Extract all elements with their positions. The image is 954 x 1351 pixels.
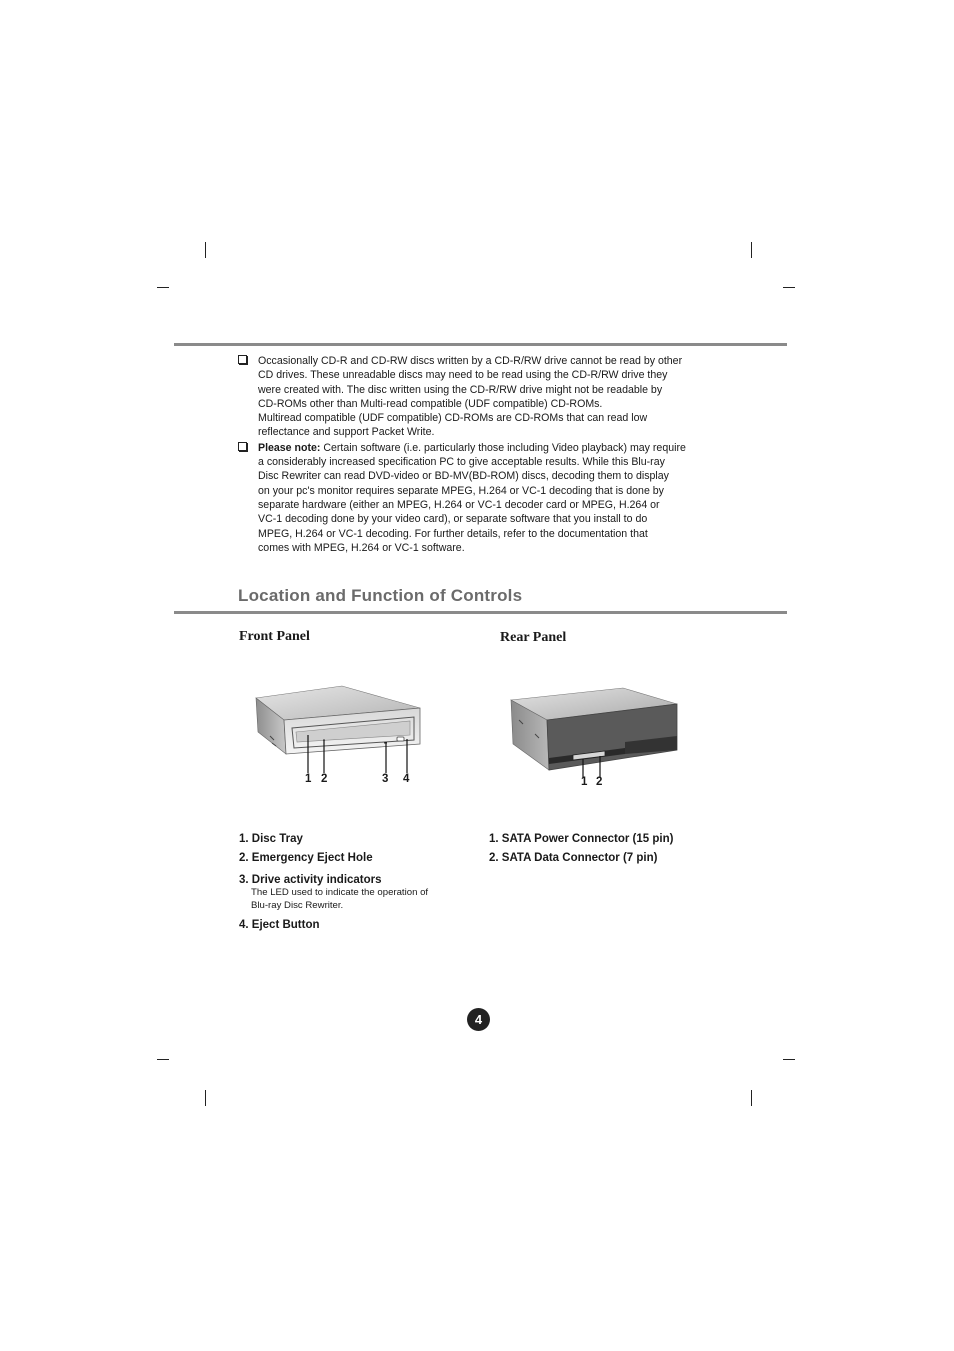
page-number: 4 — [467, 1008, 490, 1031]
crop-mark — [783, 287, 795, 288]
list-item-description — [239, 887, 469, 912]
note-line: reflectance and support Packet Write. — [258, 426, 435, 439]
front-panel-list — [239, 833, 469, 938]
note-line: Occasionally CD-R and CD-RW discs written by a CD-R/RW drive cannot be read by other — [258, 355, 683, 367]
rear-callout-1: 1 — [581, 776, 588, 788]
front-panel-title: Front Panel — [239, 629, 310, 644]
note-line — [258, 441, 728, 455]
description-line: The LED used to indicate the operation of — [251, 887, 429, 898]
note-line: a considerably increased specification PC to give acceptable results. While this Blu-ray — [258, 456, 665, 469]
rear-panel-list — [489, 833, 729, 871]
section-rule — [174, 611, 787, 614]
list-item-label: 1. Disc Tray — [239, 833, 303, 845]
front-panel-drive-illustration — [250, 680, 430, 775]
list-item — [489, 852, 729, 864]
note-first-line: Certain software (i.e. particularly those including Video playback) may require — [320, 441, 686, 454]
list-item — [489, 833, 729, 845]
rear-panel-drive-illustration — [505, 682, 685, 782]
note-line: Multiread compatible (UDF compatible) CD-ROMs are CD-ROMs that can read low — [258, 412, 648, 425]
section-title: Location and Function of Controls — [238, 586, 523, 605]
list-item-label: 1. SATA Power Connector (15 pin) — [489, 833, 674, 845]
crop-mark — [205, 242, 206, 258]
top-rule — [174, 343, 787, 346]
list-item-label: 2. Emergency Eject Hole — [239, 852, 373, 864]
list-item-label: 3. Drive activity indicators — [239, 874, 382, 886]
rear-callout-2: 2 — [596, 776, 603, 788]
crop-mark — [751, 1090, 752, 1106]
note-line: were created with. The disc written using the CD-R/RW drive might not be readable by — [258, 383, 663, 396]
list-item-label: 4. Eject Button — [239, 919, 320, 931]
crop-mark — [783, 1059, 795, 1060]
rear-panel-title: Rear Panel — [500, 630, 567, 645]
list-item — [239, 833, 469, 845]
front-callout-2: 2 — [321, 773, 328, 785]
front-callout-3: 3 — [382, 773, 389, 785]
crop-mark — [157, 287, 169, 288]
list-item — [239, 852, 469, 864]
notes — [238, 354, 728, 556]
crop-mark — [157, 1059, 169, 1060]
checkbox-bullet-icon — [238, 442, 247, 451]
note-bold-lead: Please note: — [258, 441, 321, 454]
checkbox-bullet-icon — [238, 355, 247, 364]
note-line: comes with MPEG, H.264 or VC-1 software. — [258, 541, 465, 554]
note-line: on your pc's monitor requires separate MPEG, H.264 or VC-1 decoding that is done by — [258, 484, 664, 497]
description-line: Blu-ray Disc Rewriter. — [251, 899, 344, 911]
note-line: MPEG, H.264 or VC-1 decoding. For further details, refer to the documentation that — [258, 527, 648, 540]
front-callout-4: 4 — [403, 773, 410, 785]
list-item — [239, 874, 469, 912]
note-software-requirements — [238, 441, 728, 555]
crop-mark — [751, 242, 752, 258]
list-item — [239, 919, 469, 931]
note-line: separate hardware (either an MPEG, H.264 or VC-1 decoder card or MPEG, H.264 or — [258, 498, 660, 511]
note-line: CD drives. These unreadable discs may need to be read using the CD-R/RW drive they — [258, 369, 668, 382]
list-item-label: 2. SATA Data Connector (7 pin) — [489, 852, 658, 864]
crop-mark — [205, 1090, 206, 1106]
front-callout-1: 1 — [305, 773, 312, 785]
note-line: CD-ROMs other than Multi-read compatible (UDF compatible) CD-ROMs. — [258, 397, 603, 410]
note-cdr-compatibility — [238, 354, 728, 440]
note-line: VC-1 decoding done by your video card), or separate software that you install to do — [258, 513, 648, 526]
note-line: Disc Rewriter can read DVD-video or BD-MV(BD-ROM) discs, decoding them to display — [258, 470, 669, 483]
